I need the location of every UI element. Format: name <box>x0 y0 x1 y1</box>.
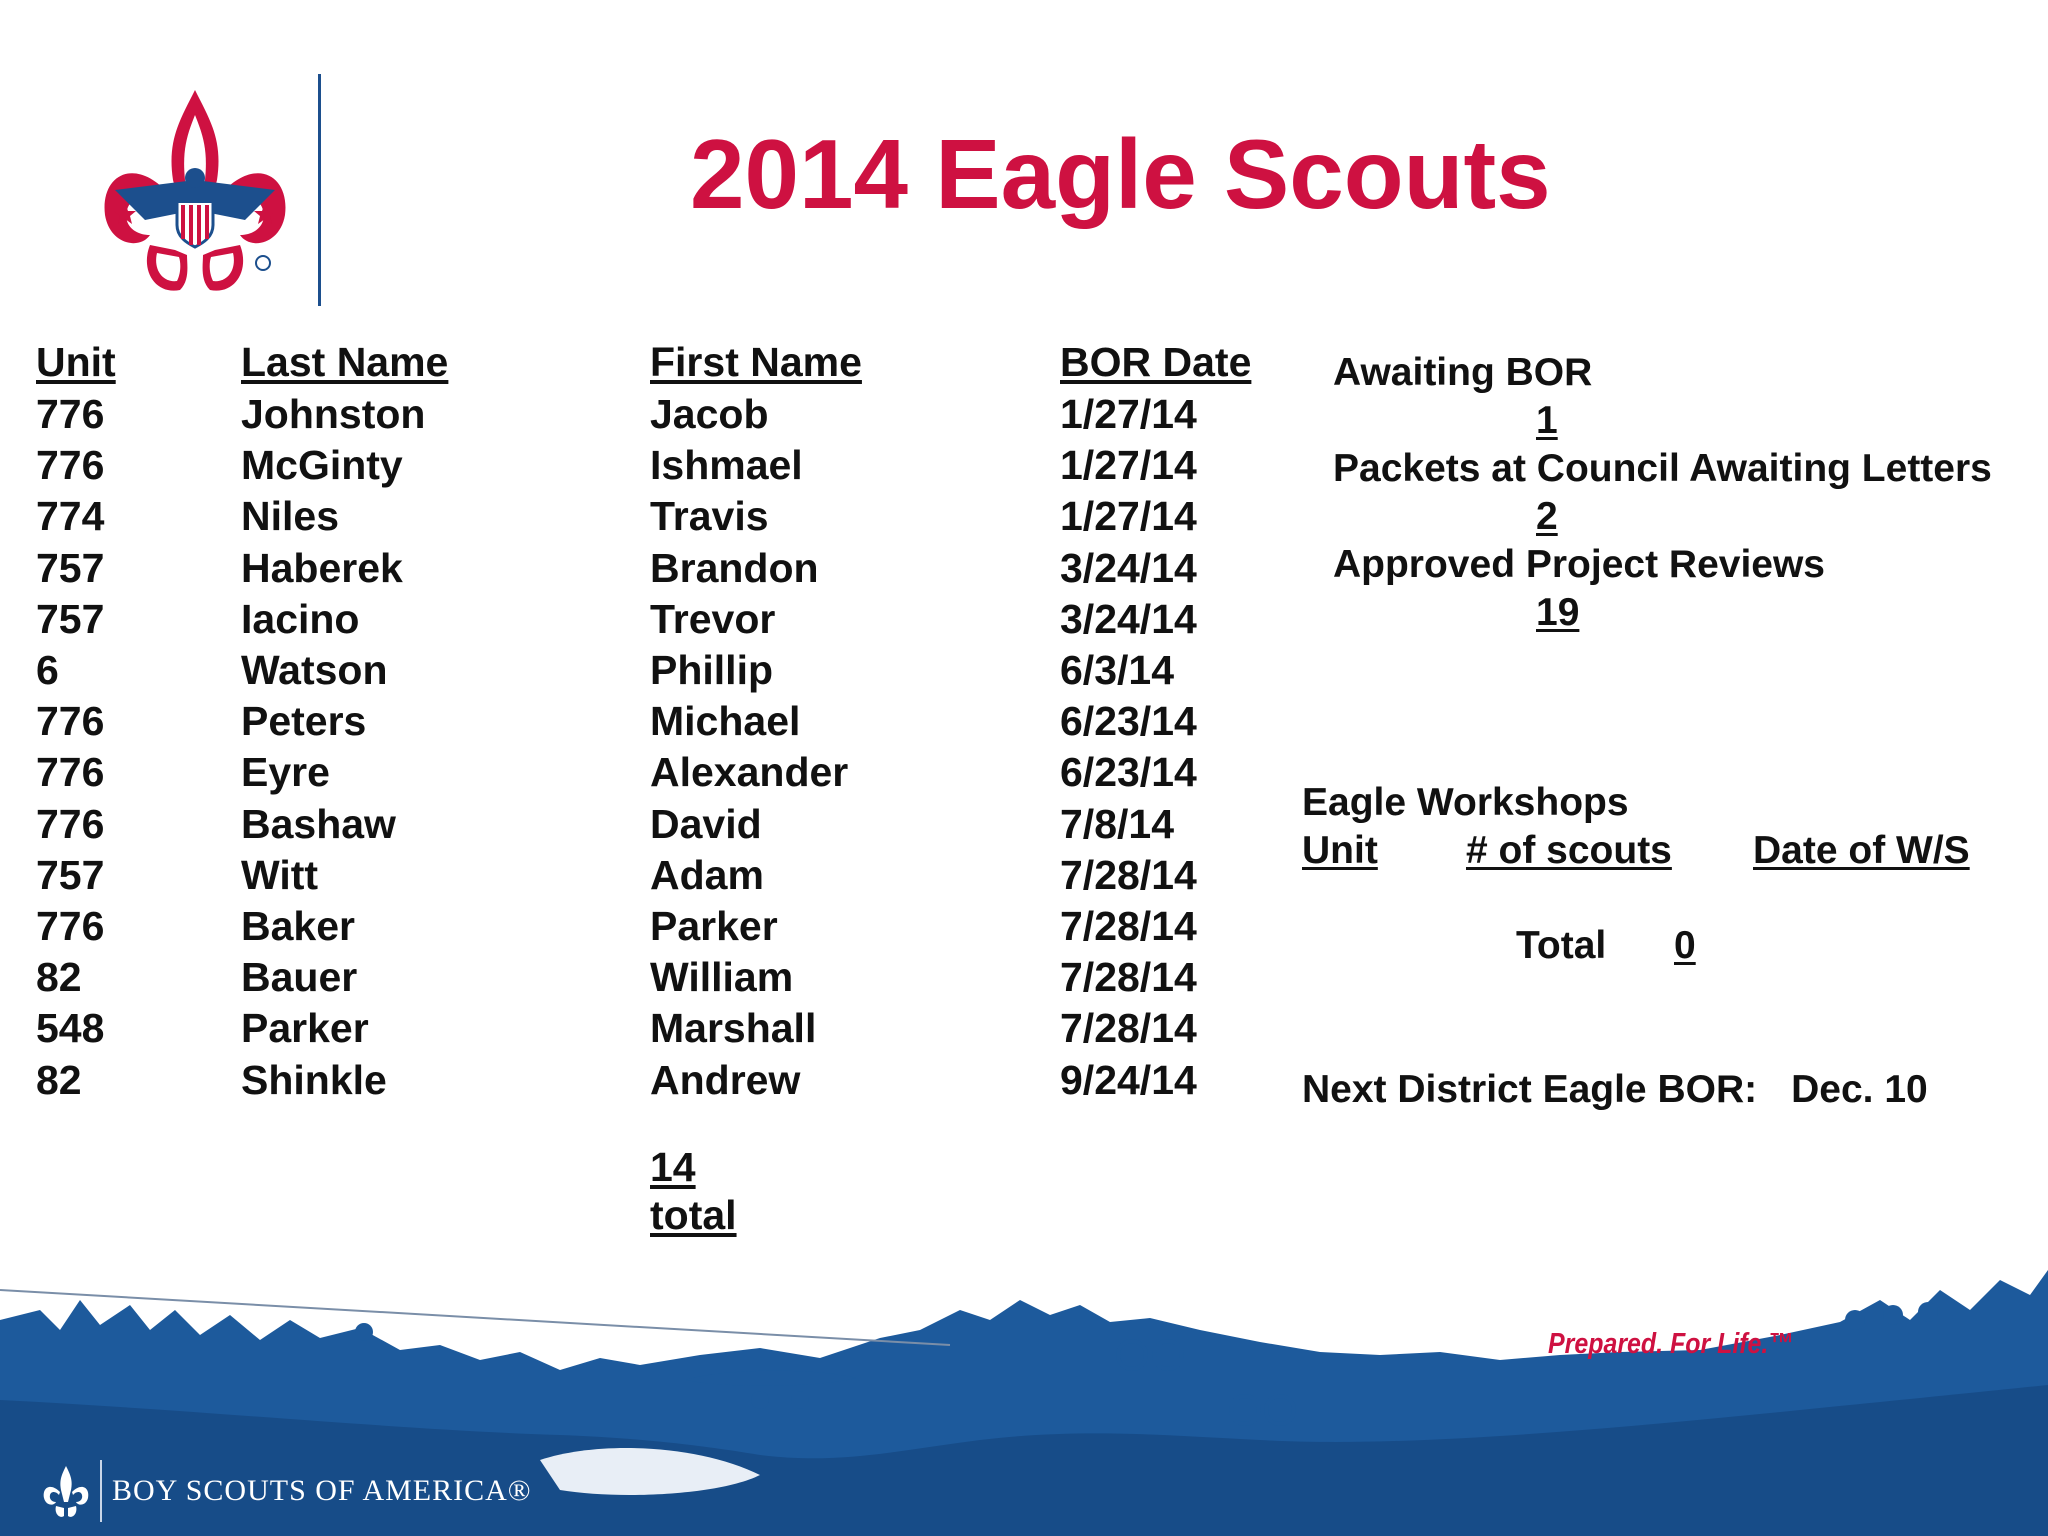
column-header-unit: Unit <box>36 339 116 385</box>
row-first-name: Ishmael <box>650 442 803 489</box>
row-bor-date: 7/8/14 <box>1060 800 1174 847</box>
row-bor-date: 7/28/14 <box>1060 1005 1197 1052</box>
row-unit: 774 <box>36 493 105 540</box>
row-unit: 776 <box>36 442 105 489</box>
row-unit: 548 <box>36 1005 105 1052</box>
packets-awaiting-letters-label: Packets at Council Awaiting Letters <box>1333 447 1992 490</box>
workshops-total-value: 0 <box>1674 924 1696 967</box>
row-last-name: Witt <box>241 851 319 898</box>
row-first-name: Phillip <box>650 647 773 693</box>
page-title: 2014 Eagle Scouts <box>690 119 1551 229</box>
row-bor-date: 7/28/14 <box>1060 903 1197 949</box>
row-last-name: Bauer <box>241 954 358 1001</box>
row-first-name: Trevor <box>650 595 776 642</box>
row-first-name: Adam <box>650 851 764 898</box>
row-bor-date: 6/23/14 <box>1060 749 1197 796</box>
row-first-name: Michael <box>650 698 801 745</box>
row-last-name: Johnston <box>241 391 426 437</box>
row-unit: 776 <box>36 749 105 796</box>
row-bor-date: 7/28/14 <box>1060 851 1197 898</box>
row-last-name: Parker <box>241 1005 369 1052</box>
approved-project-reviews-label: Approved Project Reviews <box>1333 543 1825 586</box>
row-bor-date: 3/24/14 <box>1060 595 1197 642</box>
row-unit: 82 <box>36 954 82 1001</box>
row-first-name: Andrew <box>650 1056 801 1103</box>
row-last-name: Haberek <box>241 544 403 591</box>
row-unit: 757 <box>36 595 105 642</box>
next-bor-date: Dec. 10 <box>1791 1068 1928 1111</box>
row-bor-date: 7/28/14 <box>1060 954 1197 1001</box>
packets-awaiting-letters-value: 2 <box>1536 495 1558 538</box>
bsa-footer-logo-icon <box>42 1464 90 1520</box>
workshops-column-date: Date of W/S <box>1753 829 1970 872</box>
workshops-column-num-scouts: # of scouts <box>1466 829 1672 872</box>
workshops-column-unit: Unit <box>1302 829 1378 872</box>
bsa-fleur-de-lis-logo <box>95 85 295 310</box>
row-first-name: Jacob <box>650 391 769 437</box>
row-first-name: William <box>650 954 794 1001</box>
row-first-name: Parker <box>650 903 778 949</box>
logo-divider <box>318 74 321 306</box>
prepared-for-life-tagline: Prepared. For Life.™ <box>1548 1328 1794 1360</box>
row-last-name: Shinkle <box>241 1056 387 1103</box>
row-bor-date: 1/27/14 <box>1060 391 1197 437</box>
row-last-name: McGinty <box>241 442 403 489</box>
row-bor-date: 3/24/14 <box>1060 544 1197 591</box>
awaiting-bor-label: Awaiting BOR <box>1333 351 1593 394</box>
row-unit: 776 <box>36 698 105 745</box>
row-unit: 82 <box>36 1056 82 1103</box>
next-bor-label: Next District Eagle BOR: <box>1302 1068 1758 1111</box>
row-last-name: Eyre <box>241 749 330 796</box>
row-unit: 776 <box>36 800 105 847</box>
awaiting-bor-value: 1 <box>1536 399 1558 442</box>
row-bor-date: 6/23/14 <box>1060 698 1197 745</box>
row-bor-date: 6/3/14 <box>1060 647 1174 693</box>
approved-project-reviews-value: 19 <box>1536 591 1580 634</box>
row-last-name: Peters <box>241 698 367 745</box>
column-header-first-name: First Name <box>650 339 862 385</box>
row-first-name: David <box>650 800 762 847</box>
row-unit: 776 <box>36 903 105 949</box>
row-last-name: Baker <box>241 903 355 949</box>
row-first-name: Travis <box>650 493 769 540</box>
row-first-name: Brandon <box>650 544 819 591</box>
row-last-name: Iacino <box>241 595 360 642</box>
row-bor-date: 1/27/14 <box>1060 493 1197 540</box>
row-last-name: Bashaw <box>241 800 396 847</box>
row-unit: 757 <box>36 851 105 898</box>
row-unit: 757 <box>36 544 105 591</box>
boy-scouts-of-america-wordmark: BOY SCOUTS OF AMERICA® <box>112 1474 532 1507</box>
column-header-last-name: Last Name <box>241 339 449 385</box>
row-unit: 6 <box>36 647 59 693</box>
row-first-name: Alexander <box>650 749 849 796</box>
row-bor-date: 9/24/14 <box>1060 1056 1197 1103</box>
workshops-total-label: Total <box>1516 924 1607 967</box>
row-last-name: Niles <box>241 493 339 540</box>
row-last-name: Watson <box>241 647 388 693</box>
roster-total: 14 total <box>650 1144 737 1238</box>
row-first-name: Marshall <box>650 1005 817 1052</box>
column-header-bor-date: BOR Date <box>1060 339 1252 385</box>
row-unit: 776 <box>36 391 105 437</box>
next-district-bor <box>1302 1067 1928 1113</box>
workshops-title: Eagle Workshops <box>1302 781 1629 824</box>
footer-divider <box>100 1460 102 1522</box>
row-bor-date: 1/27/14 <box>1060 442 1197 489</box>
